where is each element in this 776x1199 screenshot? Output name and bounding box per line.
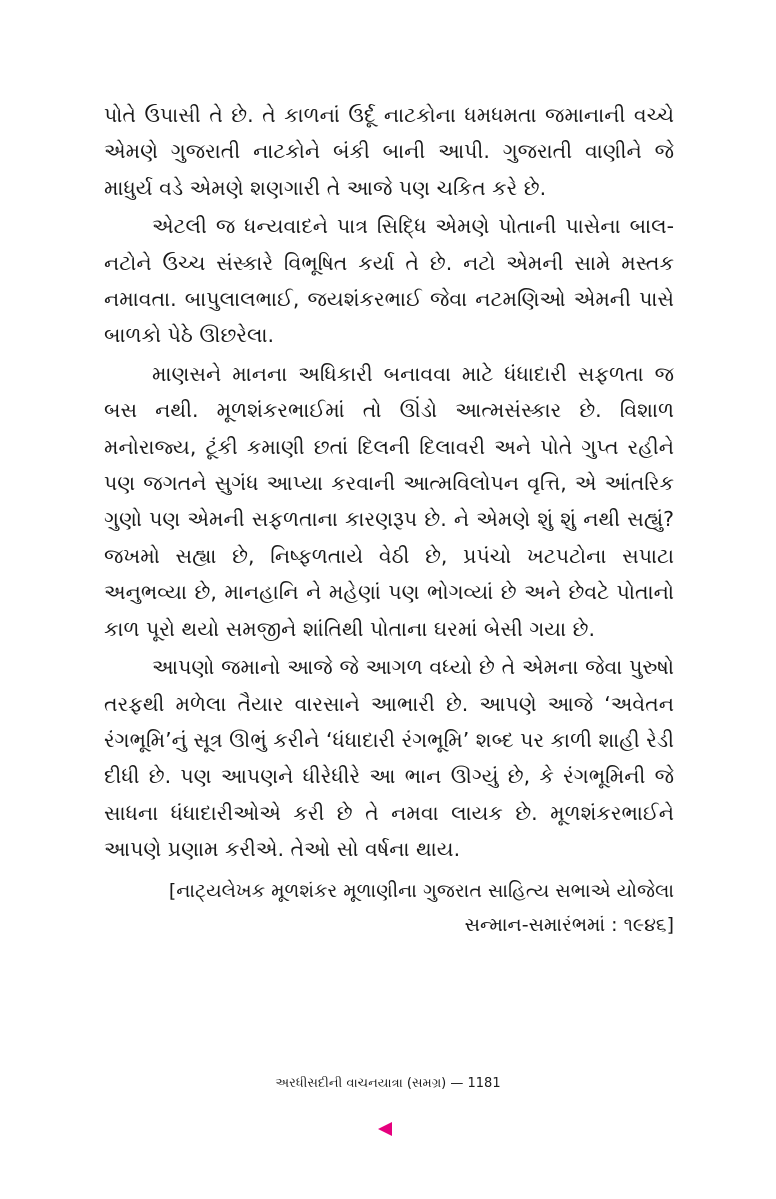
page-footer: અરધીસદીની વાચનયાત્રા (સમગ્ર) — 1181 — [275, 1076, 501, 1091]
source-note-line-2: સન્માન-સમારંભમાં : ૧૯૪૬] — [464, 913, 674, 936]
page-body — [104, 97, 674, 942]
paragraph-1: પોતે ઉપાસી તે છે. તે કાળનાં ઉર્દૂ નાટકોના ધમધમતા જમાનાની વચ્ચે એમણે ગુજરાતી નાટકોને બંકી બાની આપી. ગુજરાતી વાણીને જે માધુર્ય વડે એમણે શણગારી તે આજે પણ ચકિત કરે છે. — [104, 103, 674, 200]
previous-page-arrow-icon[interactable] — [378, 1122, 392, 1136]
source-note — [104, 874, 674, 942]
paragraph-4: આપણો જમાનો આજે જે આગળ વધ્યો છે તે એમના જેવા પુરુષો તરફથી મળેલા તૈયાર વારસાને આભારી છે. આપણે આજે ‘અવેતન રંગભૂમિ’નું સૂત્ર ઊભું કરીને ‘ધંધાદારી રંગભૂમિ’ શબ્દ પર કાળી શાહી રેડી દીધી છે. પણ આપણને ધીરેધીરે આ ભાન ઊગ્યું છે, કે રંગભૂમિની જે સાધના ધંધાદારીઓએ કરી છે તે નમવા લાયક છે. મૂળશંકરભાઈને આપણે પ્રણામ કરીએ. તેઓ સો વર્ષના થાય. — [104, 655, 674, 862]
paragraph-2: એટલી જ ધન્યવાદને પાત્ર સિદ્ધિ એમણે પોતાની પાસેના બાલ-નટોને ઉચ્ચ સંસ્કારે વિભૂષિત કર્યા તે છે. નટો એમની સામે મસ્તક નમાવતા. બાપુલાલભાઈ, જયશંકરભાઈ જેવા નટમણિઓ એમની પાસે બાળકો પેઠે ઊછરેલા. — [104, 214, 674, 348]
paragraph-3: માણસને માનના અધિકારી બનાવવા માટે ધંધાદારી સફળતા જ બસ નથી. મૂળશંકરભાઈમાં તો ઊંડો આત્મસંસ્કાર છે. વિશાળ મનોરાજ્ય, ટૂંકી કમાણી છતાં દિલની દિલાવરી અને પોતે ગુપ્ત રહીને પણ જગતને સુગંધ આપ્યા કરવાની આત્મવિલોપન વૃત્તિ, એ આંતરિક ગુણો પણ એમની સફળતાના કારણરૂપ છે. ને એમણે શું શું નથી સહ્યું? જખમો સહ્યા છે, નિષ્ફળતાયે વેઠી છે, પ્રપંચો ખટપટોના સપાટા અનુભવ્યા છે, માનહાનિ ને મહેણાં પણ ભોગવ્યાં છે અને છેવટે પોતાનો કાળ પૂરો થયો સમજીને શાંતિથી પોતાના ઘરમાં બેસી ગયા છે. — [104, 361, 674, 641]
source-note-line-1: [નાટ્યલેખક મૂળશંકર મૂળાણીના ગુજરાત સાહિત્ય સભાએ યોજેલા — [168, 879, 674, 902]
